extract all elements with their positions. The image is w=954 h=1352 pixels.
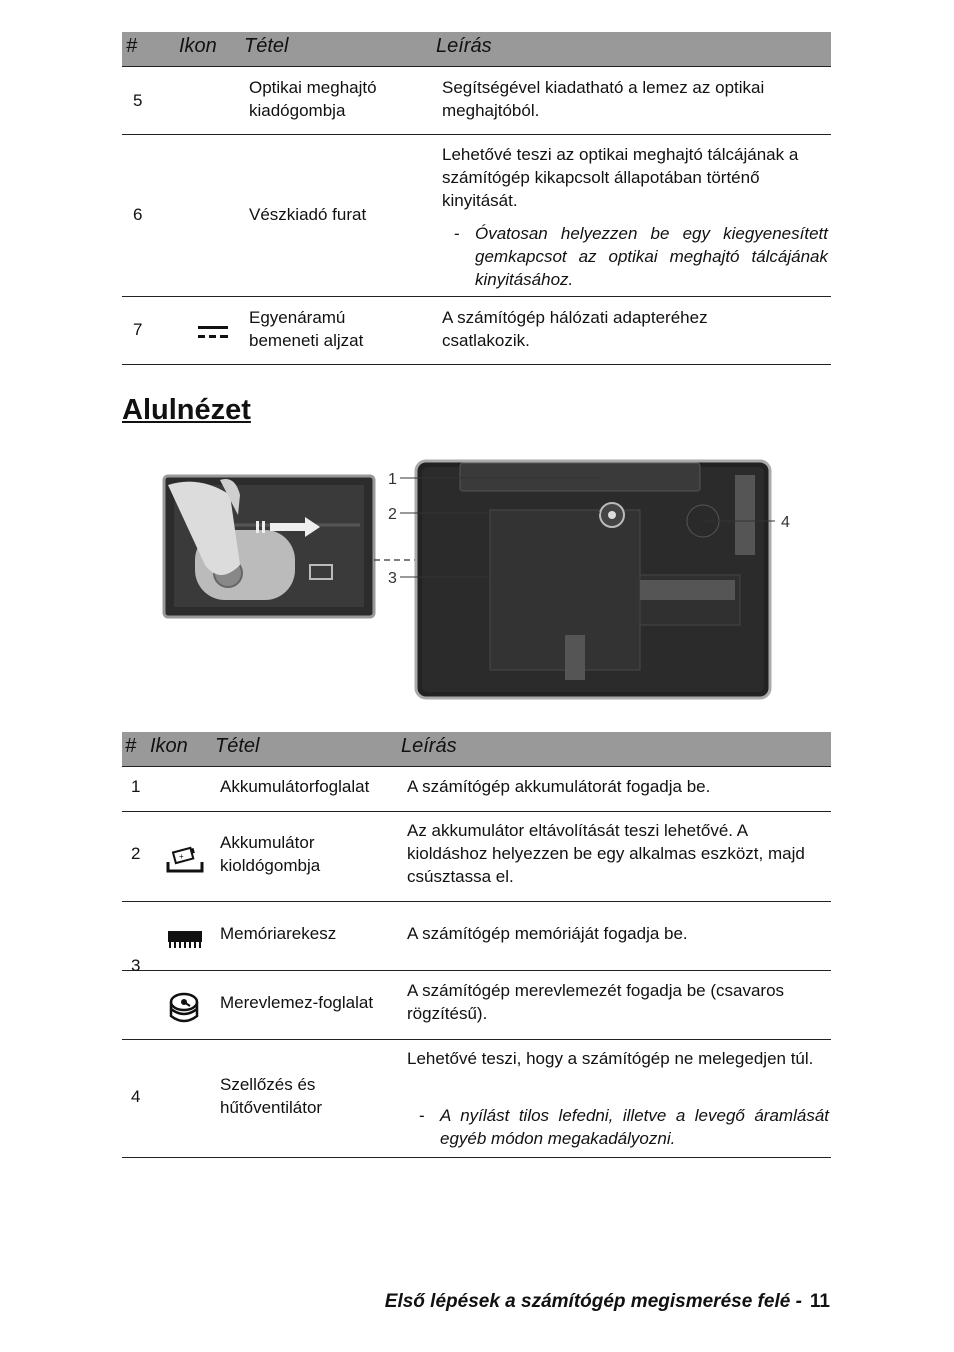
- row-item: Merevlemez-foglalat: [220, 993, 374, 1012]
- row-num: 4: [131, 1087, 141, 1106]
- callout-2: 2: [388, 506, 397, 523]
- row-desc: Lehetővé teszi, hogy a számítógép ne melegedjen túl.: [407, 1049, 814, 1068]
- row-desc: Az akkumulátor eltávolítását teszi lehetővé. A kioldáshoz helyezzen be egy alkalmas eszközt, majd csúsztassa el.: [407, 821, 805, 886]
- header-desc: Leírás: [401, 735, 457, 757]
- section-title: Alulnézet: [122, 394, 251, 426]
- callout-3: 3: [388, 570, 397, 587]
- table-row: [122, 902, 831, 971]
- row-num: 3: [131, 956, 141, 975]
- header-icon: Ikon: [150, 735, 188, 757]
- table-row: [122, 1040, 831, 1158]
- table-row: [122, 971, 831, 1040]
- row-item: Akkumulátorfoglalat: [220, 777, 370, 796]
- page-number: 11: [809, 1291, 830, 1312]
- row-item: Egyenáramú bemeneti aljzat: [249, 308, 364, 350]
- table-header: [122, 732, 831, 767]
- laptop-bottom: [416, 461, 770, 698]
- row-num: 6: [133, 205, 143, 224]
- laptop-bottom-figure: [160, 455, 800, 705]
- table-top: [122, 32, 831, 365]
- row-item: Memóriarekesz: [220, 924, 337, 943]
- header-icon: Ikon: [179, 35, 217, 57]
- table-header: [122, 32, 831, 67]
- header-item: Tétel: [215, 735, 260, 757]
- callout-4: 4: [781, 514, 790, 531]
- row-desc: A számítógép merevlemezét fogadja be (csavaros rögzítésű).: [407, 981, 785, 1023]
- callout-1: 1: [388, 471, 397, 488]
- hard-disk-icon: [168, 992, 200, 1026]
- row-desc: Segítségével kiadatható a lemez az optikai meghajtóból.: [442, 78, 765, 120]
- table-row: [122, 297, 831, 365]
- row-num: 7: [133, 320, 143, 339]
- dc-power-icon: [198, 323, 228, 339]
- page-footer: [385, 1291, 830, 1313]
- header-num: #: [126, 35, 138, 57]
- dash-bullet: -: [454, 224, 460, 243]
- table-row: [122, 767, 831, 812]
- table-row: [122, 812, 831, 902]
- table-row: [122, 67, 831, 135]
- battery-release-closeup: [164, 476, 374, 617]
- row-item: Optikai meghajtó kiadógombja: [249, 78, 377, 120]
- battery-release-icon: [166, 844, 204, 874]
- table-row: [122, 135, 831, 297]
- header-item: Tétel: [244, 35, 289, 57]
- row-item: Akkumulátor kioldógombja: [220, 833, 321, 875]
- row-desc: A számítógép akkumulátorát fogadja be.: [407, 777, 711, 796]
- row-num: 1: [131, 777, 141, 796]
- row-item: Vészkiadó furat: [249, 205, 367, 224]
- header-desc: Leírás: [436, 35, 492, 57]
- row-note: A nyílást tilos lefedni, illetve a levegő áramlását egyéb módon megakadályozni.: [440, 1106, 829, 1148]
- footer-text: Első lépések a számítógép megismerése felé -: [384, 1291, 802, 1312]
- row-desc: Lehetővé teszi az optikai meghajtó tálcájának a számítógép kikapcsolt állapotában történő kinyitását.: [442, 145, 799, 210]
- dash-bullet: -: [419, 1106, 425, 1125]
- row-desc: A számítógép hálózati adapteréhez csatlakozik.: [442, 308, 708, 350]
- row-num: 2: [131, 844, 141, 863]
- row-item: Szellőzés és hűtőventilátor: [220, 1075, 323, 1117]
- table-bottom: [122, 732, 831, 1158]
- memory-icon: [168, 929, 202, 951]
- svg-text:+: +: [179, 852, 184, 861]
- row-note: Óvatosan helyezzen be egy kiegyenesített gemkapcsot az optikai meghajtó tálcájának kinyitásához.: [475, 224, 828, 289]
- row-num: 5: [133, 91, 143, 110]
- row-desc: A számítógép memóriáját fogadja be.: [407, 924, 688, 943]
- header-num: #: [125, 735, 137, 757]
